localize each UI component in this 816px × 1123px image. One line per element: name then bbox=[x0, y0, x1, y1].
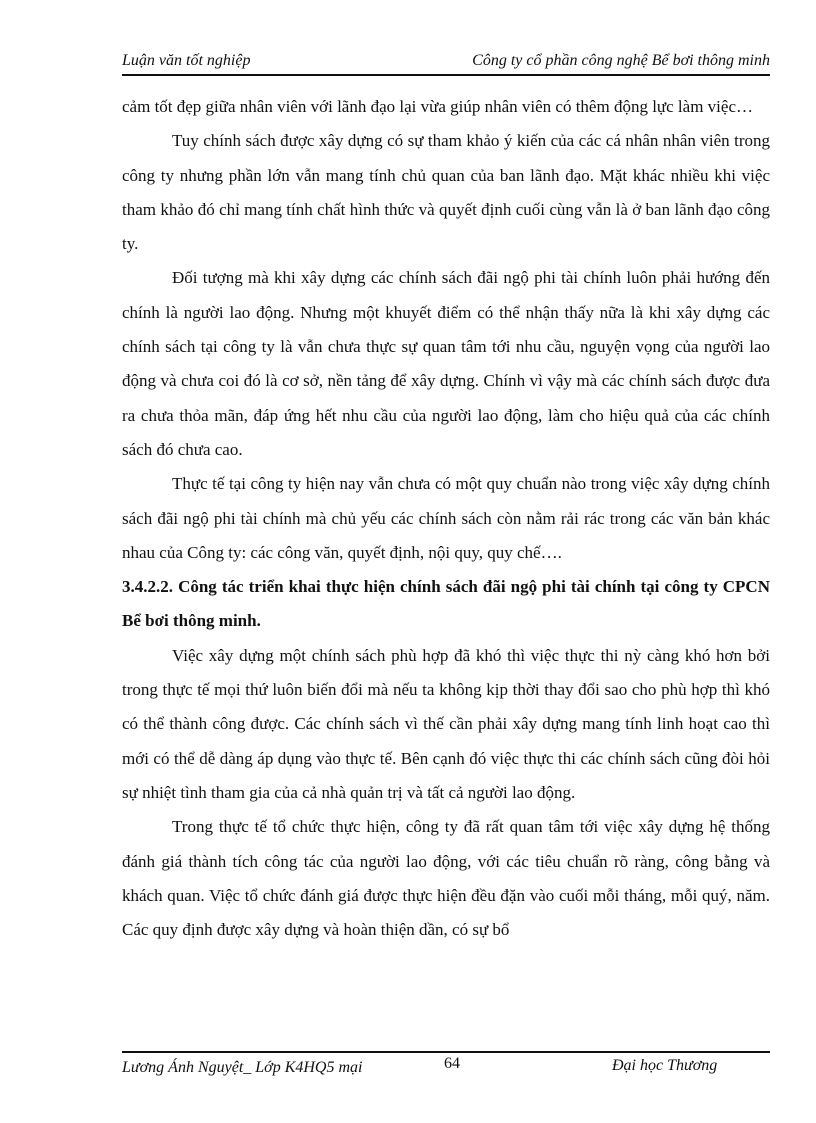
paragraph-policy-target: Đối tượng mà khi xây dựng các chính sách đãi ngộ phi tài chính luôn phải hướng đến chính là người lao động. Nhưng một khuyết điểm có thể nhận thấy nữa là khi xây dựng các chính sách tại công ty là vẫn chưa thực sự quan tâm tới nhu cầu, nguyện vọng của người lao động và chưa coi đó là cơ sở, nền tảng để xây dựng. Chính vì vậy mà các chính sách được đưa ra chưa thỏa mãn, đáp ứng hết nhu cầu của người lao động, làm cho hiệu quả của các chính sách đó chưa cao. bbox=[122, 268, 770, 459]
page-body bbox=[122, 90, 770, 947]
section-heading: 3.4.2.2. Công tác triển khai thực hiện chính sách đãi ngộ phi tài chính tại công ty CPCN Bể bơi thông minh. bbox=[122, 577, 770, 631]
header-rule bbox=[122, 74, 770, 76]
page-number: 64 bbox=[444, 1055, 460, 1072]
footer-university: Đại học Thương bbox=[612, 1057, 718, 1074]
header-company-name: Công ty cổ phần công nghệ Bể bơi thông minh bbox=[472, 52, 770, 69]
footer-rule bbox=[122, 1051, 770, 1053]
paragraph-policy-implementation: Việc xây dựng một chính sách phù hợp đã khó thì việc thực thi nỳ càng khó hơn bởi trong thực tế mọi thứ luôn biến đổi mà nếu ta không kịp thời thay đổi sao cho phù hợp thì khó có thể thành công được. Các chính sách vì thế cần phải xây dựng mang tính linh hoạt cao thì mới có thể dễ dàng áp dụng vào thực tế. Bên cạnh đó việc thực thi các chính sách cũng đòi hỏi sự nhiệt tình tham gia của cả nhà quản trị và tất cả người lao động. bbox=[122, 645, 770, 802]
footer-author: Lương Ánh Nguyệt_ Lớp K4HQ5 mại bbox=[122, 1059, 363, 1076]
page-header bbox=[122, 50, 770, 76]
paragraph-policy-standard: Thực tế tại công ty hiện nay vẫn chưa có một quy chuẩn nào trong việc xây dựng chính sách đãi ngộ phi tài chính mà chủ yếu các chính sách còn nằm rải rác trong các văn bản khác nhau của Công ty: các công văn, quyết định, nội quy, quy chế…. bbox=[122, 474, 770, 562]
paragraph-continuation: cảm tốt đẹp giữa nhân viên với lãnh đạo lại vừa giúp nhân viên có thêm động lực làm việc… bbox=[122, 97, 753, 116]
header-thesis-label: Luận văn tốt nghiệp bbox=[122, 52, 251, 69]
paragraph-performance-evaluation: Trong thực tế tổ chức thực hiện, công ty đã rất quan tâm tới việc xây dựng hệ thống đánh giá thành tích công tác của người lao động, với các tiêu chuẩn rõ ràng, công bằng và khách quan. Việc tổ chức đánh giá được thực hiện đều đặn vào cuối mỗi tháng, mỗi quý, năm. Các quy định được xây dựng và hoàn thiện dần, có sự bổ bbox=[122, 817, 770, 940]
page-footer bbox=[122, 1051, 770, 1101]
paragraph-policy-consultation: Tuy chính sách được xây dựng có sự tham khảo ý kiến của các cá nhân nhân viên trong công ty nhưng phần lớn vẫn mang tính chủ quan của ban lãnh đạo. Mặt khác nhiều khi việc tham khảo đó chỉ mang tính chất hình thức và quyết định cuối cùng vẫn là ở ban lãnh đạo công ty. bbox=[122, 131, 770, 254]
